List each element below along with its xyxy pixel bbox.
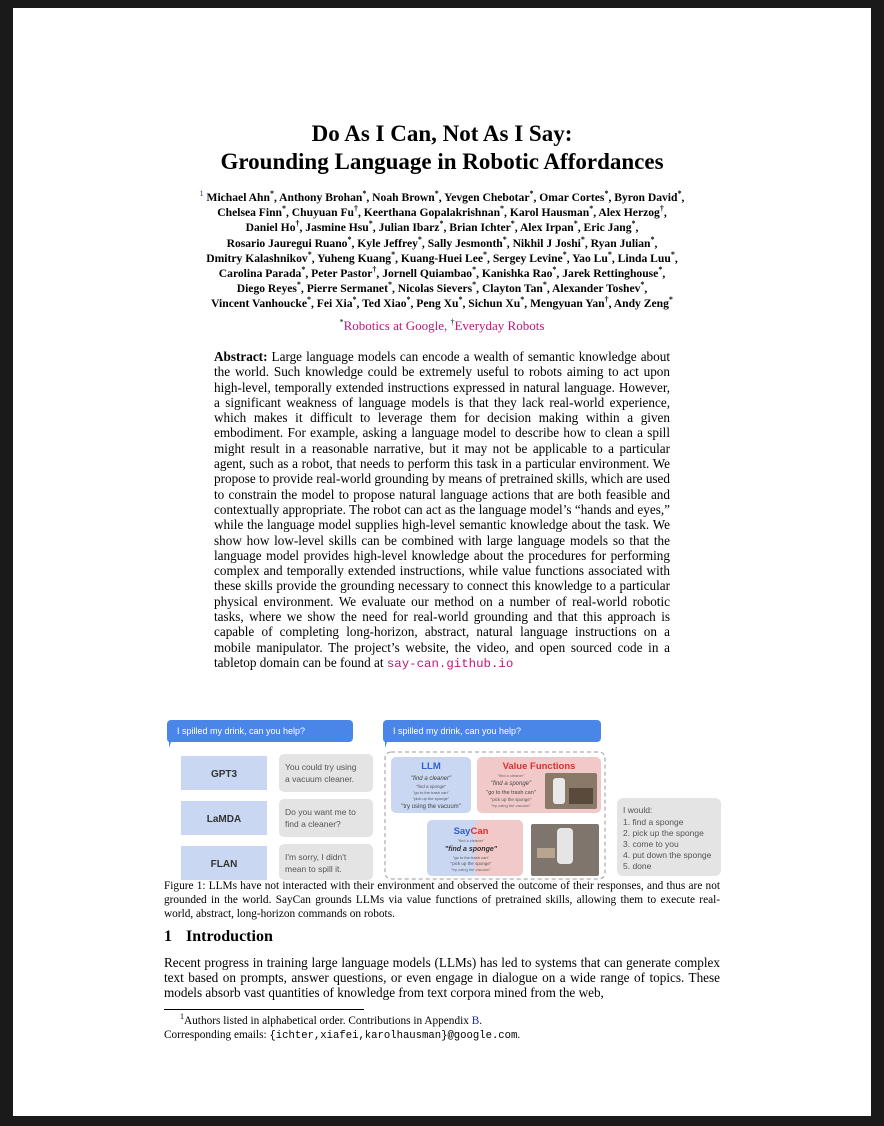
figure-1 [165, 708, 721, 880]
author-mark: * [589, 204, 594, 214]
author-name: Sergey Levine [492, 251, 563, 265]
author-mark: * [668, 295, 673, 305]
author-mark: * [472, 280, 477, 290]
author-name: Omar Cortes [539, 191, 605, 204]
author-name: Noah Brown [372, 191, 435, 204]
paper-title [13, 120, 871, 176]
llm-option: "try using the vacuum" [401, 804, 461, 810]
paper-page [13, 8, 871, 1116]
author-list: $^1$ Michael Ahn*, Anthony Brohan*, Noah Brown*, Yevgen Chebotar*, Omar Cortes*, Byron David*, Chelsea Finn*, Chuyuan Fu†, Keerthana Gopalakrishnan*, Karol Hausman*, Alex Herzog†, Daniel Ho†, Jasmine Hsu*, Julian Ibarz*, Brian Ichter*, Alex Irpan*, Eric Jang*, Rosario Jauregui Ruano*, Kyle Jeffrey*, Sally Jesmonth*, Nikhil J Joshi*, Ryan Julian*, Dmitry Kalashnikov*, Yuheng Kuang*, Kuang-Huei Lee*, Sergey Levine*, Yao Lu*, Linda Luu*, Carolina Parada*, Peter Pastor†, Jornell Quiambao*, Kanishka Rao*, Jarek Rettinghouse*, Diego Reyes*, Pierre Sermanet*, Nicolas Sievers*, Clayton Tan*, Alexander Toshev*, Vincent Vanhoucke*, Fei Xia*, Ted Xiao*, Peng Xu*, Sichun Xu*, Mengyuan Yan†, Andy Zeng* [199, 189, 685, 311]
llm-option: "find a cleaner" [410, 776, 452, 782]
vf-option: "try using the vacuum" [491, 803, 531, 808]
plan-step: 2. pick up the sponge [623, 828, 704, 838]
title-line-1: Do As I Can, Not As I Say: [311, 121, 573, 146]
author-name: Rosario Jauregui Ruano [226, 236, 348, 250]
reply-line: a vacuum cleaner. [285, 774, 354, 784]
author-mark: † [659, 204, 664, 214]
author-name: Sally Jesmonth [427, 236, 503, 250]
project-link[interactable]: say-can.github.io [386, 656, 514, 671]
author-name: Alex Irpan [519, 221, 574, 235]
author-name: Ted Xiao [362, 297, 407, 311]
author-mark: * [483, 249, 488, 259]
robot-body [557, 828, 573, 864]
reply-line: I'm sorry, I didn't [285, 852, 347, 862]
footnote-rule [164, 1009, 364, 1010]
saycan-option: "go to the trash can" [453, 855, 489, 860]
saycan-say: Say [453, 826, 471, 837]
reply-line: mean to spill it. [285, 864, 342, 874]
author-name: Dmitry Kalashnikov [206, 251, 308, 265]
author-name: Daniel Ho [245, 221, 296, 235]
author-name: Carolina Parada [218, 267, 302, 281]
author-mark: * [417, 234, 422, 244]
author-mark: * [439, 219, 444, 229]
reply-bubble [279, 844, 373, 880]
affiliation-everyday-robots: Everyday Robots [454, 318, 545, 333]
corresponding-end: . [517, 1029, 521, 1041]
footnote-mark: 1 [180, 1012, 184, 1022]
saycan-can: Can [470, 826, 489, 837]
vf-option: "go to the trash can" [486, 790, 536, 796]
reply-line: Do you want me to [285, 807, 356, 817]
author-mark: * [552, 265, 557, 275]
author-mark: * [362, 189, 367, 199]
affiliation-google: Robotics at Google [343, 318, 444, 333]
author-name: Sichun Xu [468, 297, 521, 311]
author-name: Eric Jang [583, 221, 632, 235]
author-mark: * [520, 295, 525, 305]
figure-caption: Figure 1: LLMs have not interacted with their environment and observed the outcome of their responses, and thus are not grounded in the world. SayCan grounds LLMs via value functions of pretrained skills, allowing them to execute real-world, abstract, long-horizon commands on robots. [164, 880, 720, 920]
author-name: Julian Ibarz [378, 221, 440, 235]
author-mark: * [607, 249, 612, 259]
saycan-title [454, 826, 489, 837]
author-mark: * [307, 249, 312, 259]
author-name: Jornell Quiambao [382, 267, 473, 281]
author-name: Keerthana Gopalakrishnan [363, 206, 501, 220]
author-name: Michael Ahn [206, 191, 270, 204]
intro-paragraph: Recent progress in training large language models (LLMs) has led to systems that can generate complex text based on prompts, answer questions, or even engage in dialogue on a wide range of topics. These models absorb vast quantities of knowledge from text corpora mined from the web, [164, 955, 720, 1001]
section-number: 1 [164, 928, 172, 945]
author-mark: * [307, 295, 311, 305]
author-mark: * [472, 265, 477, 275]
author-mark: * [529, 189, 534, 199]
author-mark: * [604, 189, 609, 199]
author-name: Kanishka Rao [481, 267, 553, 281]
appendix-link[interactable]: B [471, 1015, 480, 1027]
saycan-option: "try using the vacuum" [451, 867, 491, 872]
author-mark: * [434, 189, 439, 199]
author-name: Linda Luu [617, 251, 671, 265]
reply-bubble [279, 799, 373, 837]
footnote-authors [164, 1014, 720, 1028]
author-name: Nicolas Sievers [397, 282, 473, 296]
author-mark: * [670, 249, 675, 259]
reply-line: You could try using [285, 762, 357, 772]
left-prompt-text: I spilled my drink, can you help? [177, 726, 306, 736]
plan-step: 1. find a sponge [623, 817, 684, 827]
author-mark: * [631, 219, 636, 229]
author-name: Mengyuan Yan [529, 297, 605, 311]
author-mark: * [677, 189, 682, 199]
author-mark: * [406, 295, 411, 305]
author-mark: * [458, 295, 463, 305]
author-mark: * [542, 280, 547, 290]
author-name: Chuyuan Fu [291, 206, 354, 220]
saycan-option: "find a sponge" [444, 846, 498, 853]
llm-option: "find a sponge" [415, 784, 447, 789]
author-name: Jasmine Hsu [305, 221, 369, 235]
author-mark: † [353, 204, 358, 214]
reply-line: find a cleaner? [285, 819, 341, 829]
author-name: Yao Lu [572, 251, 608, 265]
email-list: {ichter,xiafei,karolhausman}@google.com [269, 1030, 518, 1042]
author-name: Diego Reyes [236, 282, 297, 296]
reply-bubble [279, 754, 373, 792]
plan-step: 3. come to you [623, 839, 679, 849]
author-mark: † [604, 295, 609, 305]
saycan-option: "find a cleaner" [457, 838, 485, 843]
sponge [537, 848, 555, 858]
footnotes [164, 1014, 720, 1043]
author-name: Jarek Rettinghouse [562, 267, 659, 281]
author-mark: * [391, 249, 396, 259]
author-name: Alexander Toshev [552, 282, 641, 296]
author-name: Fei Xia [316, 297, 353, 311]
model-name: GPT3 [210, 769, 238, 780]
author-name: Anthony Brohan [279, 191, 363, 204]
plan-step: 4. put down the sponge [623, 850, 712, 860]
author-mark: † [295, 219, 300, 229]
author-mark: * [282, 204, 286, 214]
vf-option: "pick up the sponge" [490, 797, 532, 802]
llm-option: "go to the trash can" [413, 790, 449, 795]
author-name: Vincent Vanhoucke [211, 297, 307, 311]
author-mark: * [510, 219, 515, 229]
plan-header: I would: [623, 805, 653, 815]
author-name: Alex Herzog [598, 206, 660, 220]
robot-body [553, 778, 565, 804]
author-name: Ryan Julian [590, 236, 651, 250]
affiliation-2-mark: † [450, 317, 455, 327]
author-name: Nikhil J Joshi [512, 236, 581, 250]
author-name: Karol Hausman [509, 206, 590, 220]
model-name: LaMDA [206, 814, 242, 825]
right-prompt-text: I spilled my drink, can you help? [393, 726, 522, 736]
author-mark: * [658, 265, 663, 275]
author-mark: * [352, 295, 357, 305]
affiliations: *Robotics at Google, †Everyday Robots [339, 317, 545, 333]
author-mark: * [640, 280, 645, 290]
section-title: Introduction [186, 928, 273, 945]
author-mark: * [301, 265, 306, 275]
author-name: Byron David [614, 191, 678, 204]
model-row-lamda [181, 799, 373, 837]
vf-option: "find a sponge" [490, 781, 532, 787]
affiliation-1-mark: * [339, 317, 344, 327]
author-name: Brian Ichter [449, 221, 511, 235]
author-name: Peter Pastor [311, 267, 373, 281]
model-row-flan [181, 844, 373, 880]
author-mark: * [500, 204, 505, 214]
author-mark: * [269, 189, 274, 199]
author-name: Kyle Jeffrey [357, 236, 418, 250]
llm-title: LLM [421, 761, 441, 772]
author-name: Andy Zeng [613, 297, 669, 311]
author-name: Kuang-Huei Lee [400, 251, 484, 265]
author-mark: * [580, 234, 585, 244]
model-row-gpt3 [181, 754, 373, 792]
counter [569, 788, 593, 804]
section-heading [164, 928, 273, 946]
author-mark: * [562, 249, 567, 259]
plan-step: 5. done [623, 861, 652, 871]
author-name: Clayton Tan [481, 282, 543, 296]
author-mark: * [368, 219, 373, 229]
author-mark: * [502, 234, 507, 244]
abstract [214, 349, 670, 672]
corresponding-emails [164, 1028, 720, 1043]
abstract-text: Large language models can encode a wealth of semantic knowledge about the world. Such knowledge could be extremely useful to robots aiming to act upon high-level, temporally extended instructions expressed in natural language. However, a significant weakness of language models is that they lack real-world experience, which makes it difficult to leverage them for decision making within a given embodiment. For example, asking a language model to describe how to clean a spill might result in a reasonable narrative, but it may not be applicable to a particular agent, such as a robot, that needs to perform this task in a particular environment. We propose to provide real-world grounding by means of pretrained skills, which are used to constrain the model to propose natural language actions that are both feasible and contextually appropriate. The robot can act as the language model’s “hands and eyes,” while the language model supplies high-level semantic knowledge about the task. We show how low-level skills can be combined with large language models so that the language model provides high-level knowledge about the procedures for performing complex and temporally extended instructions, while value functions associated with these skills provide the grounding necessary to connect this knowledge to a particular physical environment. We evaluate our method on a number of real-world robotic tasks, where we show the need for real-world grounding and that this approach is capable of completing long-horizon, abstract, natural language instructions on a mobile manipulator. The project’s website, the video, and open sourced code in a tabletop domain can be found at [214, 349, 670, 670]
author-mark: * [573, 219, 578, 229]
author-mark: * [650, 234, 655, 244]
footnote-period: . [479, 1015, 483, 1027]
author-mark: * [296, 280, 301, 290]
corresponding-label: Corresponding emails: [164, 1029, 267, 1041]
author-name: Pierre Sermanet [306, 282, 388, 296]
author-mark: * [347, 234, 352, 244]
author-name: Yevgen Chebotar [444, 191, 530, 204]
llm-option: "pick up the sponge" [412, 796, 450, 801]
model-name: FLAN [210, 859, 238, 870]
author-mark: † [372, 265, 377, 275]
author-footnote-mark: 1 [199, 189, 204, 199]
author-mark: * [387, 280, 392, 290]
author-name: Peng Xu [416, 297, 459, 311]
saycan-option: "pick up the sponge" [450, 861, 492, 866]
title-line-2: Grounding Language in Robotic Affordances [220, 149, 664, 174]
vf-option: "find a cleaner" [497, 773, 525, 778]
value-functions-title: Value Functions [502, 761, 576, 772]
abstract-label: Abstract: [214, 349, 268, 364]
footnote-text: Authors listed in alphabetical order. Contributions in Appendix [184, 1015, 469, 1027]
author-name: Yuheng Kuang [317, 251, 392, 265]
author-name: Chelsea Finn [217, 206, 282, 220]
